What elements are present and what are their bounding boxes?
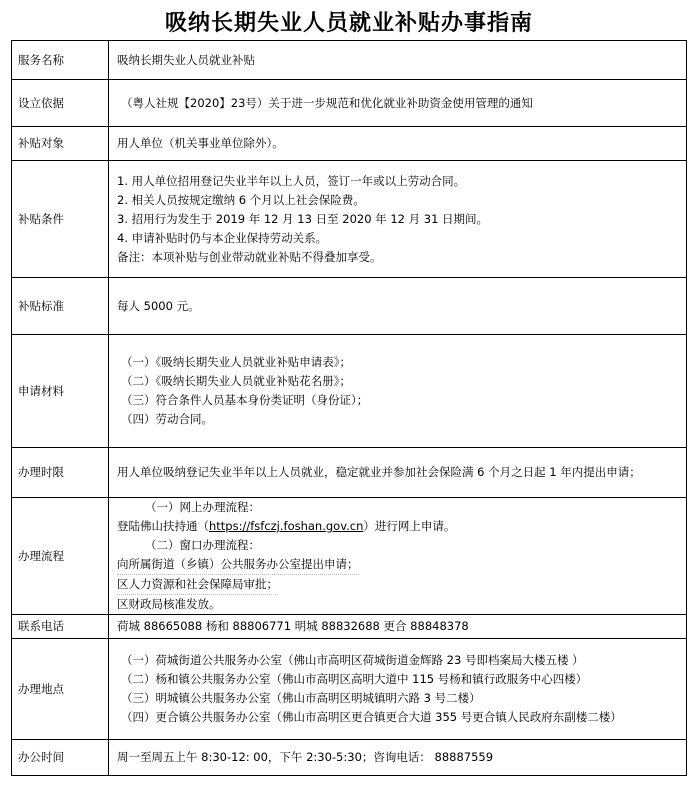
offline-process-step — [117, 575, 682, 595]
label-materials: 申请材料 — [12, 335, 109, 448]
value-service-name: 吸纳长期失业人员就业补贴 — [109, 41, 687, 80]
value-materials — [109, 335, 687, 448]
condition-line: 1. 用人单位招用登记失业半年以上人员，签订一年或以上劳动合同。 — [117, 173, 466, 188]
online-process-suffix: ）进行网上申请。 — [363, 519, 456, 533]
condition-note: 备注：本项补贴与创业带动就业补贴不得叠加享受。 — [117, 249, 382, 264]
online-process-line — [117, 517, 682, 536]
label-process: 办理流程 — [12, 498, 109, 615]
label-conditions: 补贴条件 — [12, 161, 109, 278]
value-process — [109, 498, 687, 615]
material-line: （一）《吸纳长期失业人员就业补贴申请表》； — [121, 355, 351, 369]
offline-step-text: 向所属街道（乡镇）公共服务办公室提出申请； — [117, 555, 359, 575]
label-standard: 补贴标准 — [12, 278, 109, 335]
page-title: 吸纳长期失业人员就业补贴办事指南 — [164, 11, 533, 36]
value-conditions — [109, 161, 687, 278]
value-location — [109, 639, 687, 740]
value-target: 用人单位（机关事业单位除外）。 — [109, 127, 687, 161]
row-standard — [12, 278, 687, 335]
row-conditions — [12, 161, 687, 278]
label-service-name: 服务名称 — [12, 41, 109, 80]
location-line: （二）杨和镇公共服务办公室（佛山市高明区高明大道中 115 号杨和镇行政服务中心四楼） — [121, 672, 588, 686]
label-hours: 办公时间 — [12, 740, 109, 776]
row-materials — [12, 335, 687, 448]
condition-line: 3. 招用行为发生于 2019 年 12 月 13 日至 2020 年 12 月 31 日期间。 — [117, 211, 489, 226]
row-contact — [12, 615, 687, 639]
offline-process-step — [117, 555, 682, 575]
label-basis: 设立依据 — [12, 80, 109, 127]
label-target: 补贴对象 — [12, 127, 109, 161]
value-hours: 周一至周五上午 8:30-12: 00，下午 2:30-5:30；咨询电话： 88887559 — [109, 740, 687, 776]
offline-process-step: 区财政局核准发放。 — [117, 597, 221, 611]
label-time-limit: 办理时限 — [12, 448, 109, 498]
row-process — [12, 498, 687, 615]
offline-process-title: （二）窗口办理流程： — [145, 538, 260, 552]
time-limit-text: 用人单位吸纳登记失业半年以上人员就业，稳定就业并参加社会保险满 6 个月之日起 1 年内提出申请； — [117, 465, 641, 479]
row-target — [12, 127, 687, 161]
online-process-title: （一）网上办理流程： — [145, 500, 260, 514]
material-line: （四）劳动合同。 — [121, 412, 213, 426]
location-line: （四）更合镇公共服务办公室（佛山市高明区更合镇更合大道 355 号更合镇人民政府东副楼二楼） — [121, 710, 622, 724]
row-location — [12, 639, 687, 740]
condition-line: 2. 相关人员按规定缴纳 6 个月以上社会保险费。 — [117, 192, 365, 207]
location-line: （一）荷城街道公共服务办公室（佛山市高明区荷城街道金辉路 23 号即档案局大楼五楼 ） — [121, 653, 584, 667]
foshan-support-link[interactable]: https://fsfczj.foshan.gov.cn — [209, 519, 364, 533]
label-contact: 联系电话 — [12, 615, 109, 639]
material-line: （三）符合条件人员基本身份类证明（身份证）； — [121, 393, 369, 407]
value-time-limit — [109, 448, 687, 498]
value-basis — [109, 80, 687, 127]
basis-text: （粤人社规【2020】23号）关于进一步规范和优化就业补助资金使用管理的通知 — [121, 95, 533, 110]
row-service-name — [12, 41, 687, 80]
guide-table — [11, 40, 687, 776]
material-line: （二）《吸纳长期失业人员就业补贴花名册》； — [121, 374, 351, 388]
offline-step-text: 区人力资源和社会保障局审批； — [117, 575, 278, 595]
online-process-prefix: 登陆佛山扶持通（ — [117, 519, 209, 533]
label-location: 办理地点 — [12, 639, 109, 740]
row-time-limit — [12, 448, 687, 498]
value-standard: 每人 5000 元。 — [109, 278, 687, 335]
condition-line: 4. 申请补贴时仍与本企业保持劳动关系。 — [117, 230, 328, 245]
location-line: （三）明城镇公共服务办公室（佛山市高明区明城镇明六路 3 号二楼） — [121, 691, 481, 705]
row-basis — [12, 80, 687, 127]
value-contact: 荷城 88665088 杨和 88806771 明城 88832688 更合 88848378 — [109, 615, 687, 639]
row-hours — [12, 740, 687, 776]
